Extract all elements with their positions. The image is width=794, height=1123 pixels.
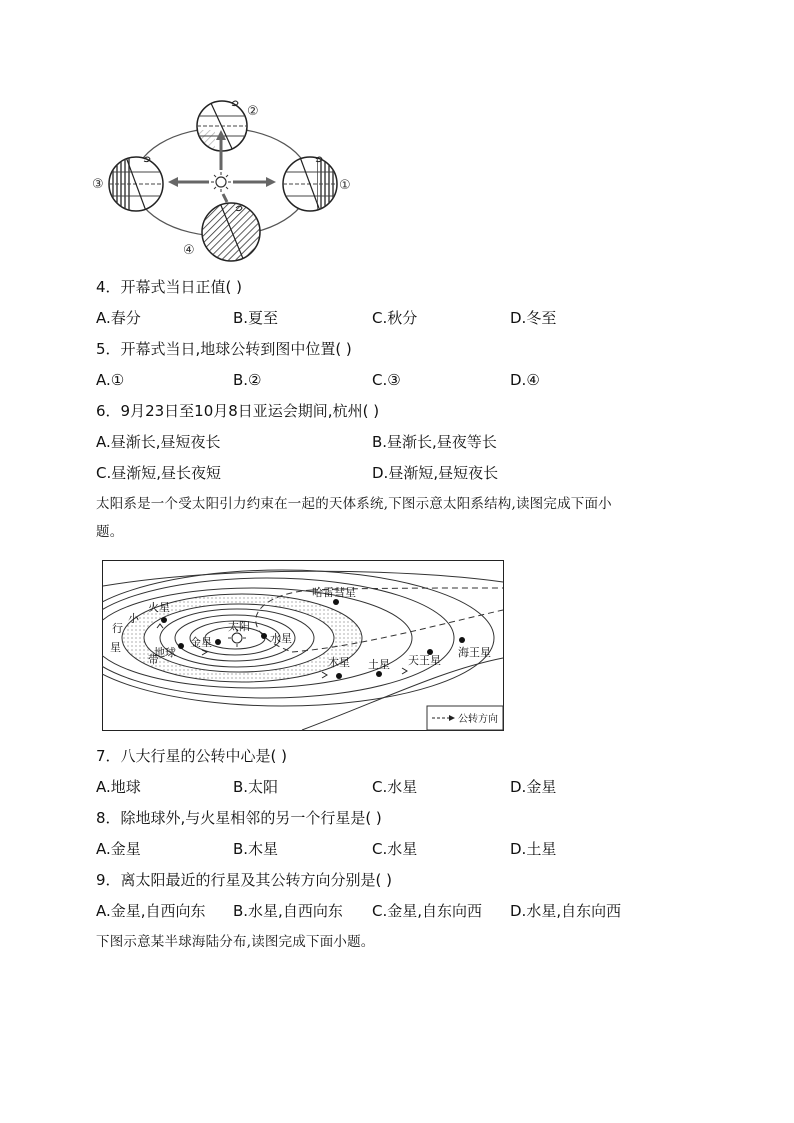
position-label-1: ① <box>339 178 351 193</box>
earth-position-1 <box>283 157 339 211</box>
question-5: 5．开幕式当日,地球公转到图中位置( ) <box>96 340 352 358</box>
q6-option-a[interactable]: A.昼渐长,昼短夜长 <box>96 433 221 451</box>
q6-option-d[interactable]: D.昼渐短,昼短夜长 <box>372 464 499 482</box>
planet-earth <box>178 643 184 649</box>
solar-system-figure <box>102 560 504 731</box>
planet-mercury <box>261 633 267 639</box>
sunlight-arrows <box>168 130 276 202</box>
label-jupiter: 木星 <box>328 656 350 669</box>
earth-position-4 <box>202 203 260 261</box>
q6-option-b[interactable]: B.昼渐长,昼夜等长 <box>372 433 497 451</box>
q9-option-d[interactable]: D.水星,自东向西 <box>510 902 622 920</box>
q5-option-b[interactable]: B.② <box>233 371 262 389</box>
q7-option-b[interactable]: B.太阳 <box>233 778 279 796</box>
intro-solar-system-line1: 太阳系是一个受太阳引力约束在一起的天体系统,下图示意太阳系结构,读图完成下面小 <box>96 496 612 512</box>
q8-option-b[interactable]: B.木星 <box>233 840 279 858</box>
q8-option-a[interactable]: A.金星 <box>96 840 141 858</box>
label-neptune: 海王星 <box>458 646 491 659</box>
q5-option-c[interactable]: C.③ <box>372 371 401 389</box>
q9-option-b[interactable]: B.水星,自西向东 <box>233 902 343 920</box>
sun-icon <box>211 172 231 192</box>
q8-option-d[interactable]: D.土星 <box>510 840 557 858</box>
planet-saturn <box>376 671 382 677</box>
label-earth: 地球 <box>154 646 176 659</box>
earth-revolution-figure <box>88 96 358 266</box>
q6-option-c[interactable]: C.昼渐短,昼长夜短 <box>96 464 222 482</box>
position-label-4: ④ <box>183 243 195 258</box>
intro-hemisphere: 下图示意某半球海陆分布,读图完成下面小题。 <box>96 934 375 950</box>
label-saturn: 土星 <box>368 658 390 671</box>
label-star: 星 <box>110 641 121 654</box>
earth-position-3 <box>109 157 163 211</box>
q4-option-a[interactable]: A.春分 <box>96 309 141 327</box>
label-mercury: 水星 <box>270 632 292 645</box>
legend-label: 公转方向 <box>458 714 498 725</box>
label-small: 小 <box>128 612 139 625</box>
planet-neptune <box>459 637 465 643</box>
position-label-2: ② <box>247 104 259 119</box>
planet-mars <box>161 617 167 623</box>
question-4: 4．开幕式当日正值( ) <box>96 278 243 296</box>
intro-solar-system-line2: 题。 <box>96 524 124 540</box>
label-sun: 太阳 <box>228 620 250 633</box>
q9-option-c[interactable]: C.金星,自东向西 <box>372 902 483 920</box>
label-uranus: 天王星 <box>408 654 441 667</box>
position-label-3: ③ <box>92 177 104 192</box>
label-halley: 哈雷彗星 <box>312 586 356 599</box>
q4-option-d[interactable]: D.冬至 <box>510 309 557 327</box>
label-mars: 火星 <box>148 601 170 614</box>
question-7: 7．八大行星的公转中心是( ) <box>96 747 288 765</box>
planet-venus <box>215 639 221 645</box>
question-9: 9．离太阳最近的行星及其公转方向分别是( ) <box>96 871 393 889</box>
halley-comet <box>333 599 339 605</box>
question-8: 8．除地球外,与火星相邻的另一个行星是( ) <box>96 809 382 827</box>
question-6: 6．9月23日至10月8日亚运会期间,杭州( ) <box>96 402 380 420</box>
q9-option-a[interactable]: A.金星,自西向东 <box>96 902 206 920</box>
q5-option-d[interactable]: D.④ <box>510 371 540 389</box>
label-row: 行 <box>112 622 123 635</box>
label-venus: 金星 <box>190 636 212 649</box>
planet-jupiter <box>336 673 342 679</box>
q5-option-a[interactable]: A.① <box>96 371 125 389</box>
q7-option-d[interactable]: D.金星 <box>510 778 557 796</box>
q4-option-b[interactable]: B.夏至 <box>233 309 279 327</box>
q7-option-a[interactable]: A.地球 <box>96 778 141 796</box>
q4-option-c[interactable]: C.秋分 <box>372 309 418 327</box>
label-belt: 带 <box>148 653 159 666</box>
q8-option-c[interactable]: C.水星 <box>372 840 418 858</box>
q7-option-c[interactable]: C.水星 <box>372 778 418 796</box>
